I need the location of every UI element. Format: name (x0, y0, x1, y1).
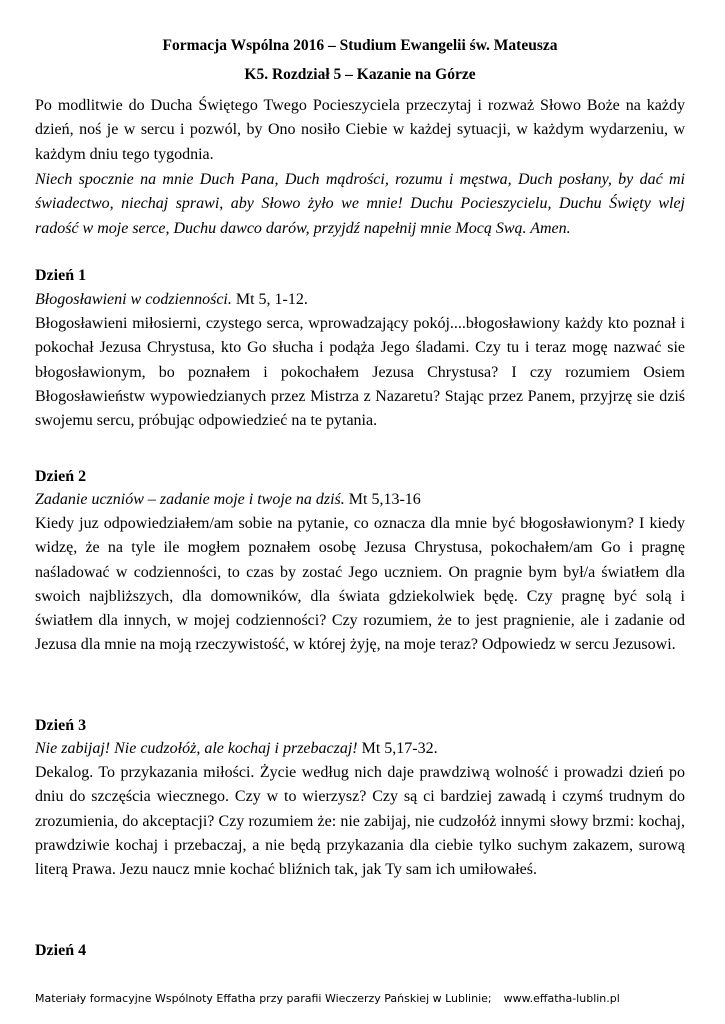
day-2-body: Kiedy juz odpowiedziałem/am sobie na pytanie, co oznacza dla mnie być błogosławionym? I kiedy widzę, że na tyle ile mogłem poznałem osobę Jezusa Chrystusa, pokochałem/am Go i pragnę naśladować w codzienności, to czas by zostać Jego uczniem. On pragnie bym był/a światłem dla swoich najbliższych, dla domowników, dla świata gdziekolwiek będę. Czy pragnę być solą i światłem dla innych, w mojej codzienności? Czy rozumiem, że to jest pragnienie, ale i zadanie od Jezusa dla mnie na moją rzeczywistość, w której żyję, na moje teraz? Odpowiedz w sercu Jezusowi. (35, 515, 685, 654)
footer-url-link[interactable]: www.effatha-lublin.pl (503, 992, 620, 1005)
chapter-title: K5. Rozdział 5 – Kazanie na Górze (244, 66, 476, 83)
day-3-verse (35, 739, 438, 759)
day-2-theme: Zadanie uczniów – zadanie moje i twoje na dziś. (35, 491, 345, 508)
day-1-reference: Mt 5, 1-12. (235, 291, 308, 308)
day-3-theme: Nie zabijaj! Nie cudzołóż, ale kochaj i przebaczaj! (35, 740, 358, 757)
day-1-heading: Dzień 1 (35, 267, 87, 284)
day-2-reference: Mt 5,13-16 (348, 491, 421, 508)
day-2-heading: Dzień 2 (35, 468, 87, 485)
day-4-heading: Dzień 4 (35, 942, 87, 959)
day-3-body: Dekalog. To przykazania miłości. Życie według nich daje prawdziwą wolność i prowadzi dzień po dniu do szczęścia wiecznego. Czy w to wierzysz? Czy są ci bardziej zawadą i czymś trudnym do zrozumienia, do akceptacji? Czy rozumiem że: nie zabijaj, nie cudzołóż innymi słowy brzmi: kochaj, prawdziwie kochaj i przebaczaj, a nie będą przykazania dla ciebie tylko suchym zakazem, surową literą Prawa. Jezu naucz mnie kochać bliźnich tak, jak Ty sam ich umiłowałeś. (35, 764, 685, 879)
day-3-reference: Mt 5,17-32. (361, 740, 438, 757)
prayer-paragraph: Niech spocznie na mnie Duch Pana, Duch mądrości, rozumu i męstwa, Duch posłany, by dać mi świadectwo, niechaj sprawi, aby Słowo żyło we mnie! Duchu Pocieszycielu, Duchu Święty wlej radość w moje serce, Duchu dawco darów, przyjdź napełnij mnie Mocą Swą. Amen. (35, 171, 685, 237)
day-1-theme: Błogosławieni w codzienności. (35, 291, 232, 308)
intro-paragraph: Po modlitwie do Ducha Świętego Twego Pocieszyciela przeczytaj i rozważ Słowo Boże na każdy dzień, noś je w sercu i pozwól, by Ono nosiło Ciebie w każdej sytuacji, w każdym wydarzeniu, w każdym dniu tego tygodnia. (35, 97, 685, 163)
day-1-verse (35, 290, 308, 310)
day-2-verse (35, 490, 421, 510)
footer-text: Materiały formacyjne Wspólnoty Effatha przy parafii Wieczerzy Pańskiej w Lublinie; (35, 992, 492, 1005)
page-footer (35, 992, 620, 1006)
document-title: Formacja Wspólna 2016 – Studium Ewangelii św. Mateusza (162, 37, 558, 54)
day-3-heading: Dzień 3 (35, 717, 87, 734)
day-1-body: Błogosławieni miłosierni, czystego serca, wprowadzający pokój....błogosławiony każdy kto poznał i pokochał Jezusa Chrystusa, kto Go słucha i podąża Jego śladami. Czy tu i teraz mogę nazwać sie błogosławionym, bo poznałem i pokochałem Jezusa Chrystusa? I czy rozumiem Osiem Błogosławieństw wypowiedzianych przez Mistrza z Nazaretu? Stając przez Panem, przyjrzę sie dziś swojemu sercu, próbując odpowiedzieć na te pytania. (35, 315, 685, 430)
